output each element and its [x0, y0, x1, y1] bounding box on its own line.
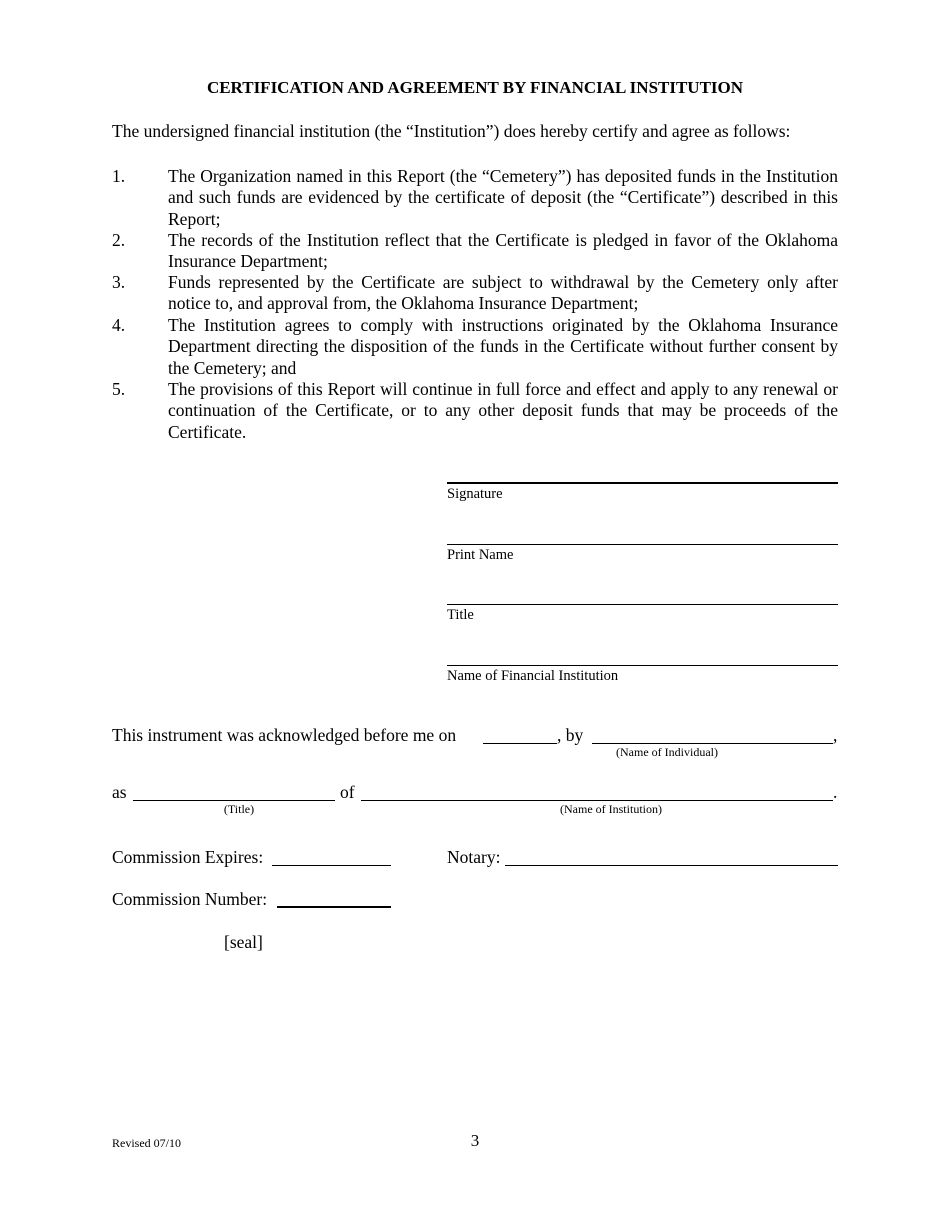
print-name-label: Print Name	[447, 547, 514, 563]
institution-caption: (Name of Institution)	[560, 802, 662, 816]
signature-line[interactable]	[447, 482, 838, 484]
item-number-3: 3.	[112, 272, 126, 292]
item-number-2: 2.	[112, 230, 126, 250]
item-number-5: 5.	[112, 379, 126, 399]
institution-name-label: Name of Financial Institution	[447, 668, 619, 684]
acknowledgment-title-line[interactable]	[133, 800, 335, 801]
item-text-3: Funds represented by the Certificate are subject to withdrawal by the Cemetery only after notice to, and approval from, the Oklahoma Insurance Department;	[168, 272, 838, 314]
item-text-5: The provisions of this Report will continue in full force and effect and apply to any renewal or continuation of the Certificate, or to any other deposit funds that may be proceeds of the Certificate.	[168, 379, 838, 442]
item-text-2: The records of the Institution reflect that the Certificate is pledged in favor of the Oklahoma Insurance Department;	[168, 230, 838, 272]
acknowledgment-of: of	[340, 782, 355, 802]
individual-name-line[interactable]	[592, 743, 833, 744]
document-title: CERTIFICATION AND AGREEMENT BY FINANCIAL INSTITUTION	[206, 78, 744, 97]
commission-expires-label: Commission Expires:	[112, 847, 264, 867]
item-number-4: 4.	[112, 315, 126, 335]
item-number-1: 1.	[112, 166, 126, 186]
title-line[interactable]	[447, 604, 838, 605]
notary-line[interactable]	[505, 865, 838, 866]
commission-number-line[interactable]	[277, 906, 391, 908]
intro-paragraph: The undersigned financial institution (the “Institution”) does hereby certify and agree as follows:	[112, 121, 791, 141]
seal-placeholder: [seal]	[224, 932, 263, 952]
item-text-1: The Organization named in this Report (the “Cemetery”) has deposited funds in the Institution and such funds are evidenced by the certificate of deposit (the “Certificate”) described in this Report;	[168, 166, 838, 229]
title-label: Title	[447, 607, 474, 623]
commission-number-label: Commission Number:	[112, 889, 268, 909]
acknowledgment-comma: ,	[833, 725, 838, 745]
acknowledgment-date-line[interactable]	[483, 743, 557, 744]
acknowledgment-institution-line[interactable]	[361, 800, 833, 801]
item-text-4: The Institution agrees to comply with instructions originated by the Oklahoma Insurance Department directing the disposition of the funds in the Certificate without further consent by the Cemetery; and	[168, 315, 838, 378]
print-name-line[interactable]	[447, 544, 838, 545]
institution-name-line[interactable]	[447, 665, 838, 666]
notary-label: Notary:	[447, 847, 501, 867]
acknowledgment-period: .	[833, 782, 838, 802]
signature-label: Signature	[447, 486, 503, 502]
acknowledgment-by: , by	[557, 725, 584, 745]
individual-name-caption: (Name of Individual)	[616, 745, 718, 759]
revision-note: Revised 07/10	[112, 1136, 181, 1150]
commission-expires-line[interactable]	[272, 865, 391, 866]
acknowledgment-as: as	[112, 782, 127, 802]
page-number: 3	[470, 1131, 480, 1150]
acknowledgment-text: This instrument was acknowledged before me on	[112, 725, 457, 745]
title-caption: (Title)	[223, 802, 255, 816]
